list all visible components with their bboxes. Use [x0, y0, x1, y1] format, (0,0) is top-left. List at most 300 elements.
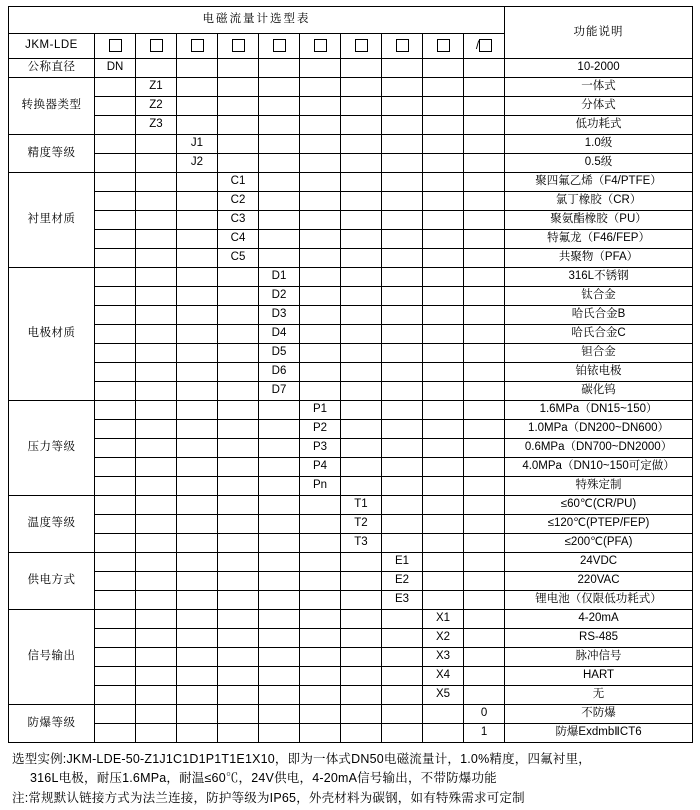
empty-cell — [341, 667, 382, 686]
empty-cell — [136, 629, 177, 648]
option-description: 哈氏合金C — [505, 325, 693, 344]
empty-cell — [464, 306, 505, 325]
empty-cell — [464, 268, 505, 287]
empty-cell — [218, 667, 259, 686]
empty-cell — [382, 515, 423, 534]
empty-cell — [218, 268, 259, 287]
empty-cell — [341, 477, 382, 496]
empty-cell — [300, 553, 341, 572]
empty-cell — [382, 496, 423, 515]
option-code[interactable]: C4 — [218, 230, 259, 249]
empty-cell — [423, 268, 464, 287]
empty-cell — [218, 97, 259, 116]
empty-cell — [95, 610, 136, 629]
option-description: 锂电池（仅限低功耗式） — [505, 591, 693, 610]
empty-cell — [218, 648, 259, 667]
empty-cell — [259, 192, 300, 211]
empty-cell — [95, 648, 136, 667]
empty-cell — [464, 401, 505, 420]
option-code[interactable]: T1 — [341, 496, 382, 515]
empty-cell — [423, 192, 464, 211]
option-description: 钛合金 — [505, 287, 693, 306]
empty-cell — [423, 173, 464, 192]
empty-cell — [136, 458, 177, 477]
empty-cell — [464, 135, 505, 154]
table-row — [9, 534, 693, 553]
empty-cell — [95, 363, 136, 382]
empty-cell — [259, 534, 300, 553]
model-checkbox-cell-4[interactable] — [218, 34, 259, 59]
option-code[interactable]: T2 — [341, 515, 382, 534]
empty-cell — [177, 401, 218, 420]
empty-cell — [177, 477, 218, 496]
slash-separator: / — [475, 37, 480, 52]
empty-cell — [341, 306, 382, 325]
option-description: 1.0MPa（DN200~DN600） — [505, 420, 693, 439]
empty-cell — [177, 116, 218, 135]
model-checkbox-cell-2[interactable] — [136, 34, 177, 59]
option-code[interactable]: D1 — [259, 268, 300, 287]
checkbox-icon[interactable] — [355, 39, 368, 52]
empty-cell — [382, 78, 423, 97]
empty-cell — [341, 59, 382, 78]
empty-cell — [382, 192, 423, 211]
empty-cell — [464, 325, 505, 344]
empty-cell — [382, 135, 423, 154]
empty-cell — [423, 420, 464, 439]
checkbox-icon[interactable] — [109, 39, 122, 52]
empty-cell — [423, 553, 464, 572]
option-code[interactable]: E3 — [382, 591, 423, 610]
option-description: 分体式 — [505, 97, 693, 116]
empty-cell — [177, 249, 218, 268]
option-description: ≤200℃(PFA) — [505, 534, 693, 553]
empty-cell — [341, 458, 382, 477]
empty-cell — [382, 686, 423, 705]
empty-cell — [259, 230, 300, 249]
option-code[interactable]: D5 — [259, 344, 300, 363]
empty-cell — [341, 325, 382, 344]
model-checkbox-cell-6[interactable] — [300, 34, 341, 59]
empty-cell — [95, 534, 136, 553]
empty-cell — [259, 496, 300, 515]
checkbox-icon[interactable] — [437, 39, 450, 52]
empty-cell — [259, 116, 300, 135]
empty-cell — [300, 496, 341, 515]
empty-cell — [136, 59, 177, 78]
empty-cell — [382, 287, 423, 306]
empty-cell — [259, 648, 300, 667]
option-code[interactable]: P1 — [300, 401, 341, 420]
empty-cell — [218, 401, 259, 420]
empty-cell — [177, 496, 218, 515]
option-code[interactable]: D4 — [259, 325, 300, 344]
empty-cell — [300, 287, 341, 306]
empty-cell — [341, 591, 382, 610]
empty-cell — [382, 724, 423, 743]
option-code[interactable]: X4 — [423, 667, 464, 686]
empty-cell — [341, 116, 382, 135]
empty-cell — [218, 344, 259, 363]
checkbox-icon[interactable] — [479, 39, 492, 52]
empty-cell — [382, 230, 423, 249]
empty-cell — [259, 686, 300, 705]
option-code[interactable]: D3 — [259, 306, 300, 325]
empty-cell — [464, 116, 505, 135]
empty-cell — [218, 116, 259, 135]
option-code[interactable]: D2 — [259, 287, 300, 306]
empty-cell — [464, 344, 505, 363]
option-code[interactable]: T3 — [341, 534, 382, 553]
empty-cell — [341, 363, 382, 382]
empty-cell — [177, 553, 218, 572]
empty-cell — [136, 192, 177, 211]
empty-cell — [382, 648, 423, 667]
empty-cell — [382, 439, 423, 458]
option-code[interactable]: DN — [95, 59, 136, 78]
empty-cell — [300, 211, 341, 230]
empty-cell — [95, 382, 136, 401]
empty-cell — [423, 534, 464, 553]
empty-cell — [259, 667, 300, 686]
option-description: 聚氨酯橡胶（PU） — [505, 211, 693, 230]
empty-cell — [218, 724, 259, 743]
empty-cell — [423, 705, 464, 724]
table-row — [9, 705, 693, 724]
empty-cell — [136, 610, 177, 629]
option-code[interactable]: E2 — [382, 572, 423, 591]
empty-cell — [259, 591, 300, 610]
row-label-2: 转换器类型 — [9, 78, 95, 135]
table-row — [9, 439, 693, 458]
empty-cell — [341, 173, 382, 192]
table-row — [9, 382, 693, 401]
empty-cell — [95, 230, 136, 249]
table-row — [9, 724, 693, 743]
empty-cell — [423, 211, 464, 230]
empty-cell — [95, 420, 136, 439]
empty-cell — [341, 268, 382, 287]
empty-cell — [423, 477, 464, 496]
empty-cell — [95, 629, 136, 648]
empty-cell — [300, 667, 341, 686]
empty-cell — [300, 648, 341, 667]
model-checkbox-cell-3[interactable] — [177, 34, 218, 59]
empty-cell — [300, 230, 341, 249]
empty-cell — [259, 629, 300, 648]
table-row — [9, 287, 693, 306]
table-row — [9, 78, 693, 97]
empty-cell — [382, 59, 423, 78]
empty-cell — [341, 135, 382, 154]
model-checkbox-cell-8[interactable] — [382, 34, 423, 59]
empty-cell — [136, 724, 177, 743]
empty-cell — [341, 572, 382, 591]
model-checkbox-cell-5[interactable] — [259, 34, 300, 59]
empty-cell — [423, 287, 464, 306]
option-description: 316L不锈钢 — [505, 268, 693, 287]
empty-cell — [341, 648, 382, 667]
empty-cell — [218, 534, 259, 553]
empty-cell — [95, 591, 136, 610]
empty-cell — [300, 610, 341, 629]
table-row — [9, 591, 693, 610]
empty-cell — [218, 135, 259, 154]
empty-cell — [464, 173, 505, 192]
empty-cell — [300, 306, 341, 325]
empty-cell — [464, 192, 505, 211]
empty-cell — [341, 211, 382, 230]
checkbox-icon[interactable] — [273, 39, 286, 52]
empty-cell — [300, 591, 341, 610]
empty-cell — [95, 515, 136, 534]
empty-cell — [382, 154, 423, 173]
empty-cell — [300, 363, 341, 382]
empty-cell — [177, 515, 218, 534]
empty-cell — [464, 515, 505, 534]
option-code[interactable]: Pn — [300, 477, 341, 496]
empty-cell — [218, 553, 259, 572]
empty-cell — [95, 116, 136, 135]
option-code[interactable]: P2 — [300, 420, 341, 439]
empty-cell — [300, 629, 341, 648]
option-description: 聚四氟乙烯（F4/PTFE） — [505, 173, 693, 192]
empty-cell — [95, 135, 136, 154]
empty-cell — [300, 686, 341, 705]
empty-cell — [218, 458, 259, 477]
option-description: 220VAC — [505, 572, 693, 591]
option-description: 0.5级 — [505, 154, 693, 173]
empty-cell — [382, 629, 423, 648]
option-description: 碳化钨 — [505, 382, 693, 401]
empty-cell — [300, 192, 341, 211]
empty-cell — [177, 382, 218, 401]
empty-cell — [136, 496, 177, 515]
empty-cell — [218, 154, 259, 173]
empty-cell — [95, 686, 136, 705]
empty-cell — [259, 173, 300, 192]
empty-cell — [136, 173, 177, 192]
option-description: 4.0MPa（DN10~150可定做） — [505, 458, 693, 477]
option-code[interactable]: C5 — [218, 249, 259, 268]
empty-cell — [177, 78, 218, 97]
option-description: 1.6MPa（DN15~150） — [505, 401, 693, 420]
empty-cell — [464, 249, 505, 268]
table-row — [9, 515, 693, 534]
empty-cell — [464, 648, 505, 667]
empty-cell — [218, 515, 259, 534]
model-checkbox-cell-9[interactable] — [423, 34, 464, 59]
option-code[interactable]: Z3 — [136, 116, 177, 135]
option-description: 1.0级 — [505, 135, 693, 154]
empty-cell — [464, 458, 505, 477]
option-code[interactable]: P3 — [300, 439, 341, 458]
empty-cell — [382, 249, 423, 268]
empty-cell — [300, 515, 341, 534]
checkbox-icon[interactable] — [396, 39, 409, 52]
option-code[interactable]: C1 — [218, 173, 259, 192]
empty-cell — [259, 477, 300, 496]
option-code[interactable]: D7 — [259, 382, 300, 401]
option-code[interactable]: 1 — [464, 724, 505, 743]
empty-cell — [95, 268, 136, 287]
option-code[interactable]: J2 — [177, 154, 218, 173]
spec-table — [8, 6, 693, 743]
option-description: 哈氏合金B — [505, 306, 693, 325]
model-prefix: JKM-LDE — [9, 34, 95, 59]
empty-cell — [423, 325, 464, 344]
empty-cell — [95, 306, 136, 325]
empty-cell — [177, 268, 218, 287]
option-description: 氯丁橡胶（CR） — [505, 192, 693, 211]
empty-cell — [341, 287, 382, 306]
option-code[interactable]: 0 — [464, 705, 505, 724]
empty-cell — [259, 249, 300, 268]
empty-cell — [300, 534, 341, 553]
empty-cell — [341, 230, 382, 249]
empty-cell — [464, 534, 505, 553]
empty-cell — [382, 610, 423, 629]
option-description: 特氟龙（F46/FEP） — [505, 230, 693, 249]
empty-cell — [95, 667, 136, 686]
empty-cell — [423, 59, 464, 78]
checkbox-icon[interactable] — [191, 39, 204, 52]
checkbox-icon[interactable] — [314, 39, 327, 52]
empty-cell — [218, 306, 259, 325]
option-code[interactable]: X2 — [423, 629, 464, 648]
empty-cell — [382, 116, 423, 135]
empty-cell — [95, 724, 136, 743]
option-code[interactable]: X1 — [423, 610, 464, 629]
table-row — [9, 173, 693, 192]
checkbox-icon[interactable] — [232, 39, 245, 52]
empty-cell — [95, 325, 136, 344]
table-header-row — [9, 7, 693, 34]
empty-cell — [464, 439, 505, 458]
empty-cell — [95, 705, 136, 724]
empty-cell — [177, 173, 218, 192]
empty-cell — [300, 705, 341, 724]
empty-cell — [177, 648, 218, 667]
option-code[interactable]: J1 — [177, 135, 218, 154]
empty-cell — [423, 135, 464, 154]
empty-cell — [382, 420, 423, 439]
table-row — [9, 154, 693, 173]
option-description: 24VDC — [505, 553, 693, 572]
empty-cell — [300, 97, 341, 116]
empty-cell — [259, 458, 300, 477]
table-row — [9, 116, 693, 135]
empty-cell — [382, 382, 423, 401]
empty-cell — [95, 344, 136, 363]
empty-cell — [464, 477, 505, 496]
empty-cell — [423, 97, 464, 116]
option-description: 10-2000 — [505, 59, 693, 78]
empty-cell — [177, 572, 218, 591]
option-description: 特殊定制 — [505, 477, 693, 496]
empty-cell — [177, 591, 218, 610]
empty-cell — [382, 344, 423, 363]
table-row — [9, 572, 693, 591]
empty-cell — [259, 78, 300, 97]
empty-cell — [300, 173, 341, 192]
empty-cell — [464, 211, 505, 230]
empty-cell — [136, 705, 177, 724]
empty-cell — [382, 363, 423, 382]
checkbox-icon[interactable] — [150, 39, 163, 52]
option-code[interactable]: X5 — [423, 686, 464, 705]
empty-cell — [300, 572, 341, 591]
empty-cell — [136, 325, 177, 344]
empty-cell — [95, 249, 136, 268]
table-row — [9, 477, 693, 496]
option-code[interactable]: D6 — [259, 363, 300, 382]
empty-cell — [259, 401, 300, 420]
empty-cell — [382, 667, 423, 686]
empty-cell — [136, 534, 177, 553]
model-checkbox-cell-7[interactable] — [341, 34, 382, 59]
empty-cell — [95, 287, 136, 306]
empty-cell — [341, 724, 382, 743]
empty-cell — [464, 667, 505, 686]
table-row — [9, 59, 693, 78]
empty-cell — [341, 344, 382, 363]
empty-cell — [177, 59, 218, 78]
model-checkbox-cell-1[interactable] — [95, 34, 136, 59]
empty-cell — [464, 59, 505, 78]
option-code[interactable]: E1 — [382, 553, 423, 572]
table-row — [9, 192, 693, 211]
empty-cell — [382, 211, 423, 230]
option-code[interactable]: P4 — [300, 458, 341, 477]
option-code[interactable]: X3 — [423, 648, 464, 667]
empty-cell — [177, 287, 218, 306]
option-code[interactable]: Z1 — [136, 78, 177, 97]
empty-cell — [341, 686, 382, 705]
empty-cell — [259, 705, 300, 724]
empty-cell — [218, 59, 259, 78]
empty-cell — [341, 382, 382, 401]
empty-cell — [136, 306, 177, 325]
empty-cell — [259, 439, 300, 458]
option-description: ≤60℃(CR/PU) — [505, 496, 693, 515]
option-code[interactable]: C2 — [218, 192, 259, 211]
empty-cell — [300, 154, 341, 173]
table-row — [9, 496, 693, 515]
note-example-line2: 316L电极，耐压1.6MPa，耐温≤60℃，24V供电，4-20mA信号输出，不带防爆功能 — [30, 771, 497, 786]
table-row — [9, 97, 693, 116]
empty-cell — [341, 401, 382, 420]
table-row — [9, 553, 693, 572]
empty-cell — [177, 192, 218, 211]
empty-cell — [177, 610, 218, 629]
option-description: 钽合金 — [505, 344, 693, 363]
option-code[interactable]: C3 — [218, 211, 259, 230]
empty-cell — [259, 610, 300, 629]
option-description: HART — [505, 667, 693, 686]
empty-cell — [136, 401, 177, 420]
option-code[interactable]: Z2 — [136, 97, 177, 116]
empty-cell — [464, 420, 505, 439]
empty-cell — [177, 534, 218, 553]
empty-cell — [423, 154, 464, 173]
option-description: 防爆ExdmbⅡCT6 — [505, 724, 693, 743]
row-label-5: 电极材质 — [9, 268, 95, 401]
empty-cell — [259, 553, 300, 572]
table-row — [9, 686, 693, 705]
model-checkbox-cell-10[interactable] — [464, 34, 505, 59]
empty-cell — [341, 97, 382, 116]
